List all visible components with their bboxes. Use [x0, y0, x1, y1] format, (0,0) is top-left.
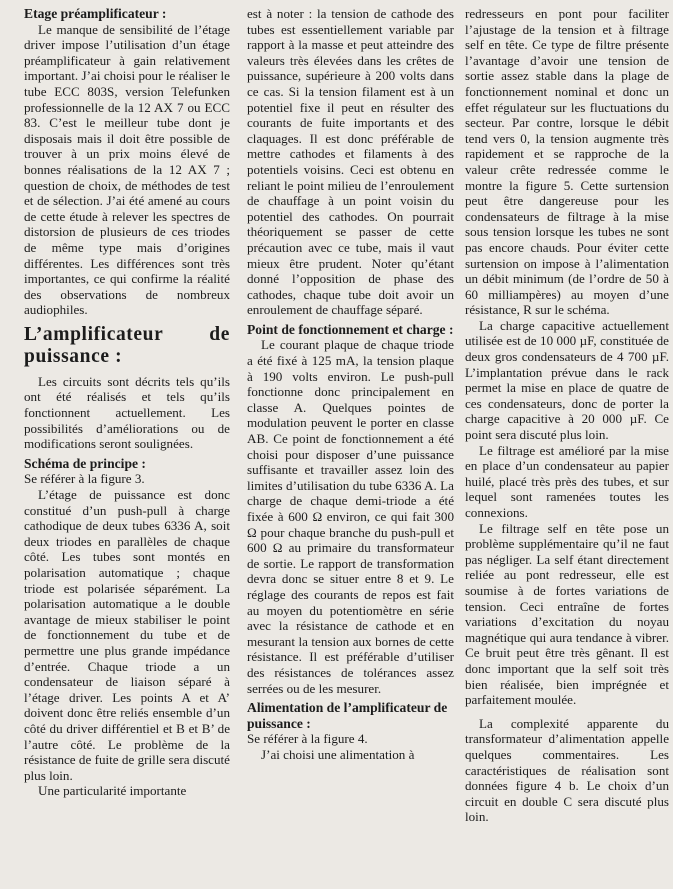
paragraph: J’ai choisi une alimentation à: [261, 746, 415, 762]
paragraph: Le courant plaque de chaque triode a été fixé à 125 mA, la tension plaque à 190 volts environ. Le push-pull fonctionne donc principalement en classe A. Quelques pointes de modulation peuvent le porter en classe AB. Ce point de fonctionnement a été choisi pour disposer d’une puissance suffisante et travailler assez loin des limites d’utilisation du tube 6336 A. La charge de chaque demi-triode a été fixée à 600 Ω environ, ce qui fait 300 Ω pour chaque branche du push-pull et 600 Ω au primaire du transformateur de sortie. Le rapport de transformation devra donc se situer entre 8 et 9. Le réglage des courants de repos est fait au moyen du potentiomètre en série avec la résistance de cathode et en mesurant la tension aux bornes de cette résistance. Il est préférable d’utiliser des résistances de tolérances assez serrées ou de les mesurer.: [247, 337, 454, 696]
section-heading-power-supply: Alimentation de l’amplificateur de puissance :: [247, 700, 448, 731]
section-heading-schematic: Schéma de principe :: [24, 455, 146, 471]
paragraph: Les circuits sont décrits tels qu’ils ont été réalisés et tels qu’ils fonctionnent actuellement. Les possibilités d’améliorations ou de modifications seront soulignées.: [24, 373, 230, 452]
paragraph: Se référer à la figure 3.: [24, 471, 145, 487]
text-column-3: [465, 6, 669, 825]
paragraph: Une particularité importante: [38, 783, 187, 799]
section-heading-operating-point: Point de fonctionnement et charge :: [247, 321, 454, 337]
paragraph: Se référer à la figure 4.: [247, 731, 368, 747]
paragraph: L’étage de puissance est donc constitué d’un push-pull à charge cathodique de deux tubes 6336 A, soit deux triodes en parallèles de chaque côté. Les tubes sont montés en polarisation automatique ; chaque triode est polarisée séparément. La polarisation automatique a le double avantage de mieux stabiliser le point de fonctionnement du tube et de permettre une plus grande impédance d’entrée. Chaque triode a un condensateur de liaison séparé à l’étage driver. Les points A et A’ doivent donc être reliés ensemble d’un côté du driver différentiel et B et B’ de l’autre côté. Le problème de la résistance de fuite de grille sera discuté plus loin.: [24, 487, 230, 783]
section-title-power-amplifier: L’amplificateur de puissance :: [24, 323, 230, 367]
paragraph: Le filtrage self en tête pose un problème supplémentaire qu’il ne faut pas négliger. La self étant directement reliée au pont redresseur, elle est soumise à de fortes variations de tension. Ceci entraîne de fortes variations d’excitation du noyau magnétique qui aura tendance à vibrer. Ce bruit peut être très gênant. Il est donc important que la self soit très bien réalisée, bien imprégnée et parfaitement moulée.: [465, 520, 669, 708]
section-heading-preamp: Etage préamplificateur :: [24, 6, 167, 21]
paragraph: Le manque de sensibilité de l’étage driver impose l’utilisation d’un étage préamplificateur à gain relativement important. J’ai choisi pour le réaliser le tube ECC 803S, version Telefunken professionnelle de la 12 AX 7 ou ECC 83. C’est le meilleur tube dont je disposais mais il doit être possible de trouver à un prix moins élevé de bonnes réalisations de la 12 AX 7 ; question de choix, de méthodes de test et de sélection. J’ai été amené au cours de cette étude à relever les spectres de distorsion de plusieurs de ces triodes de même type mais d’origines différentes. Les différences sont très importantes, ce qui confirme la réalité des observations de nombreux audiophiles.: [24, 21, 230, 318]
text-column-1: [24, 6, 230, 799]
paragraph: est à noter : la tension de cathode des tubes est essentiellement variable par rapport à la masse et peut atteindre des valeurs très élevées dans les crêtes de puissance, supérieure à 200 volts dans ce cas. Si la tension filament est à un potentiel fixe il peut en résulter des courants de fuite importants et des claquages. Il est donc préférable de mettre cathodes et filaments à des potentiels voisins. Ceci est obtenu en reliant le point milieu de l’enroulement de chauffage à un point voisin du potentiel des cathodes. On pourrait théoriquement se passer de cette précaution avec ce tube, mais il vaut mieux être prudent. Noter qu’étant donné l’opposition de phase des cathodes, chaque tube doit avoir un enroulement de chauffage séparé.: [247, 6, 454, 318]
paragraph: redresseurs en pont pour faciliter l’ajustage de la tension et à filtrage self en tête. Ce type de filtre présente l’avantage d’avoir une tension de sortie assez stable dans la plage de fonctionnement nominal et donc un effet régulateur sur les fluctuations du secteur. Par contre, lorsque le débit tend vers 0, la tension augmente très rapidement et se rapproche de la valeur crête redressée comme le montre la figure 5. Cette surtension peut être dangereuse pour les condensateurs de filtrage à la mise sous tension lorsque les tubes ne sont pas encore chauds. Pour éviter cette surtension on impose à l’alimentation un débit minimum (de l’ordre de 50 à 60 milliampères) au moyen d’une résistance, R sur le schéma.: [465, 6, 669, 318]
paragraph: La complexité apparente du transformateur d’alimentation appelle quelques commentaires. Les caractéristiques de réalisation sont données figure 4 b. Le choix d’un circuit en double C sera discuté plus loin.: [465, 715, 669, 825]
text-column-2: [247, 6, 454, 763]
paragraph: La charge capacitive actuellement utilisée est de 10 000 µF, constituée de deux gros condensateurs de 4 700 µF. L’implantation prévue dans le rack permet la mise en place de quatre de ces condensateurs, donc de porter la charge capacitive à 20 000 µF. Ce point sera discuté plus loin.: [465, 317, 669, 443]
paragraph: Le filtrage est amélioré par la mise en place d’un condensateur au papier huilé, placé très près des tubes, et sur lequel sont ramenées toutes les connexions.: [465, 442, 669, 520]
